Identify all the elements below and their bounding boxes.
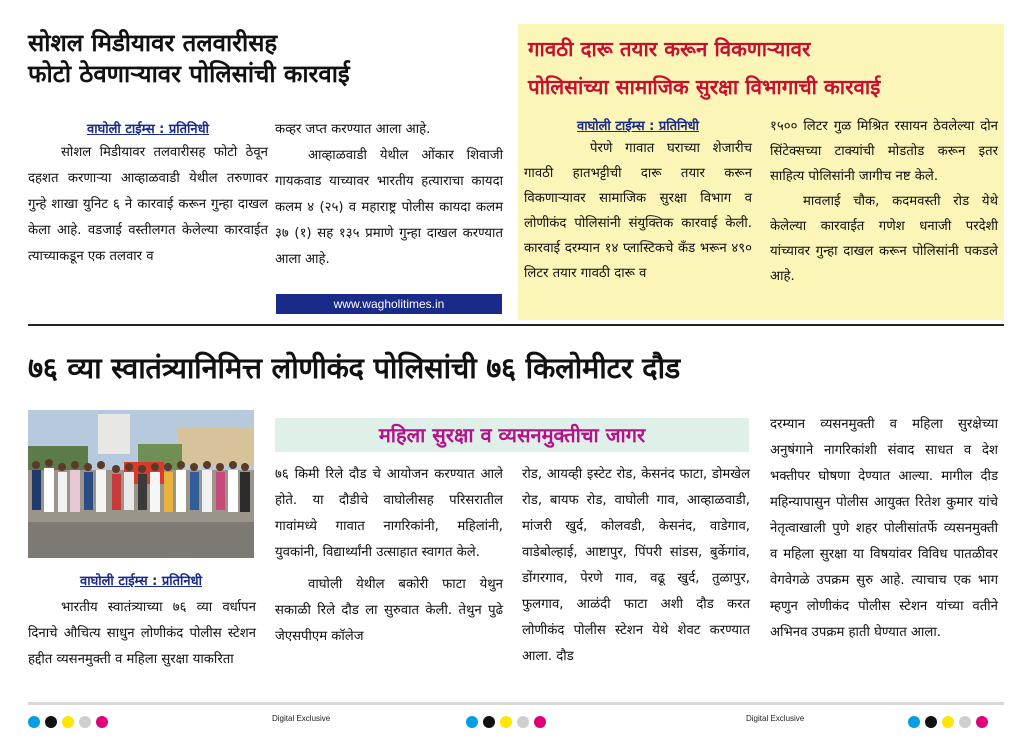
digital-exclusive-right: Digital Exclusive [746,714,805,723]
story1-headline-line2: फोटो ठेवणाऱ्यावर पोलिसांची कारवाई [28,59,350,88]
story2-headline-line1: गावठी दारू तयार करून विकणाऱ्यावर [528,37,811,61]
story3-col2-para1: ७६ किमी रिले दौड चे आयोजन करण्यात आले होते. या दौडीचे वाघोलीसह परिसरातील गावांमध्ये गावात नागरिकांनी, महिलांनी, युवकांनी, विद्यार्थ्यांनी उत्साहात स्वागत केले. [275,467,503,560]
story2-headline [524,30,1000,106]
story2-byline: वाघोली टाईम्स : प्रतिनिधी [576,119,700,134]
story3-banner-text: महिला सुरक्षा व व्यसनमुक्तीचा जागर [378,423,646,447]
grey-swatch-icon [959,716,971,728]
black-swatch-icon [483,716,495,728]
digital-exclusive-left: Digital Exclusive [272,714,331,723]
story2-col1-para: पेरणे गावात घराच्या शेजारीच गावठी हातभट्टीची दारू तयार करून विकणाऱ्यावर सामाजिक सुरक्षा विभाग व लोणीकंद पोलिसांनी संयुक्तिक कारवाई केली. कारवाई दरम्यान १४ प्लास्टिकचे कँड भरून ४९० लिटर तयार गावठी दारू व [524,141,752,281]
registration-marks-right [908,711,993,730]
yellow-swatch-icon [62,716,74,728]
cyan-swatch-icon [908,716,920,728]
story3-col3 [522,462,750,670]
story1-headline [28,28,508,89]
magenta-swatch-icon [534,716,546,728]
story2-headline-line2: पोलिसांच्या सामाजिक सुरक्षा विभागाची कारवाई [528,75,881,99]
grey-swatch-icon [517,716,529,728]
yellow-swatch-icon [942,716,954,728]
rally-photo [28,410,254,558]
cyan-swatch-icon [28,716,40,728]
url-text[interactable]: www.wagholitimes.in [333,297,445,311]
story1-col2 [275,117,503,273]
story3-banner [275,418,749,452]
story3-headline: ७६ व्या स्वातंत्र्यानिमित्त लोणीकंद पोलिसांची ७६ किलोमीटर दौड [28,351,681,385]
story3-col4-para: दरम्यान व्यसनमुक्ती व महिला सुरक्षेच्या अनुषंगाने नागरिकांशी संवाद साधत व देश भक्तीपर घोषणा देण्यात आल्या. मागील दीड महिन्यापासुन पोलीस आयुक्त रितेश कुमार यांचे नेतृत्वाखाली पुणे शहर पोलीसांतर्फे व्यसनमुक्ती व महिला सुरक्षा या विषयांवर विविध पातळीवर वेगवेगळे उपक्रम सुरु आहे. त्याचाच एक भाग म्हणुन लोणीकंद पोलीस स्टेशन यांच्या वतीने अभिनव उपक्रम हाती घेण्यात आला. [770,417,998,640]
story3-col2-para2: वाघोली येथील बकोरी फाटा येथुन सकाळी रिले दौड ला सुरुवात केली. तेथुन पुढे जेएसपीएम कॉलेज [275,577,503,644]
cyan-swatch-icon [466,716,478,728]
black-swatch-icon [45,716,57,728]
footer-bar [28,702,1004,705]
story1-headline-line1: सोशल मिडीयावर तलवारीसह [28,29,278,57]
story3-col3-para: रोड, आयव्ही इस्टेट रोड, केसनंद फाटा, डोमखेल रोड, बायफ रोड, वाघोली गाव, आव्हाळवाडी, मांजरी खुर्द, कोलवडी, केसनंद, वाडेगाव, वाडेबोल्हाई, आष्टापुर, पिंपरी सांडस, बुर्केगांव, डोंगरगाव, पेरणे गाव, वढू खुर्द, तुळापुर, फुलगाव, आळंदी फाटा अशी दौड करत लोणीकंद पोलीस स्टेशन येथे शेवट करण्यात आला. दौड [522,467,750,664]
story1-col1 [28,140,268,270]
story3-col1-para: भारतीय स्वातंत्र्याच्या ७६ व्या वर्धापन दिनाचे औचित्य साधुन लोणीकंद पोलीस स्टेशन हद्दीत व्यसनमुक्ती व महिला सुरक्षा याकरिता [28,600,256,667]
story3-col1 [28,595,256,673]
grey-swatch-icon [79,716,91,728]
story2-col2-para2: मावलाई चौक, कदमवस्ती रोड येथे केलेल्या कारवाईत गणेश धनाजी परदेशी यांच्यावर गुन्हा दाखल करून पोलिसांनी पकडले आहे. [770,194,998,284]
story1-byline: वाघोली टाईम्स : प्रतिनिधी [86,122,210,137]
registration-marks-left [28,711,113,730]
magenta-swatch-icon [976,716,988,728]
registration-marks-center [466,711,551,730]
section-divider [28,324,1004,326]
story1-col1-para: सोशल मिडीयावर तलवारीसह फोटो ठेवून दहशत करणाऱ्या आव्हाळवाडी येथील तरुणावर गुन्हे शाखा युनिट ६ ने कारवाई करून गुन्हा दाखल केला आहे. वडजाई वस्तीलगत केलेल्या कारवाईत त्याच्याकडून एक तलवार व [28,145,268,264]
black-swatch-icon [925,716,937,728]
story3-col4 [770,412,998,646]
story3-byline: वाघोली टाईम्स : प्रतिनिधी [79,574,203,589]
story1-col2-para2: आव्हाळवाडी येथील ओंकार शिवाजी गायकवाड याच्यावर भारतीय हत्याराचा कायदा कलम ४ (२५) व महाराष्ट्र पोलीस कायदा कलम ३७ (१) सह १३५ प्रमाणे गुन्हा दाखल करण्यात आला आहे. [275,148,503,267]
story2-col2-para1: १५०० लिटर गुळ मिश्रित रसायन ठेवलेल्या दोन सिंटेक्सच्या टाक्यांची मोडतोड करून इतर साहित्य पोलिसांनी जागीच नष्ट केले. [770,119,998,184]
story2-col1 [524,136,752,286]
story3-col2 [275,462,503,650]
url-bar[interactable] [276,294,502,314]
story2-col2 [770,114,998,289]
magenta-swatch-icon [96,716,108,728]
rally-photo-image [28,410,254,558]
yellow-swatch-icon [500,716,512,728]
story1-col2-para1: कव्हर जप्त करण्यात आला आहे. [275,122,431,137]
